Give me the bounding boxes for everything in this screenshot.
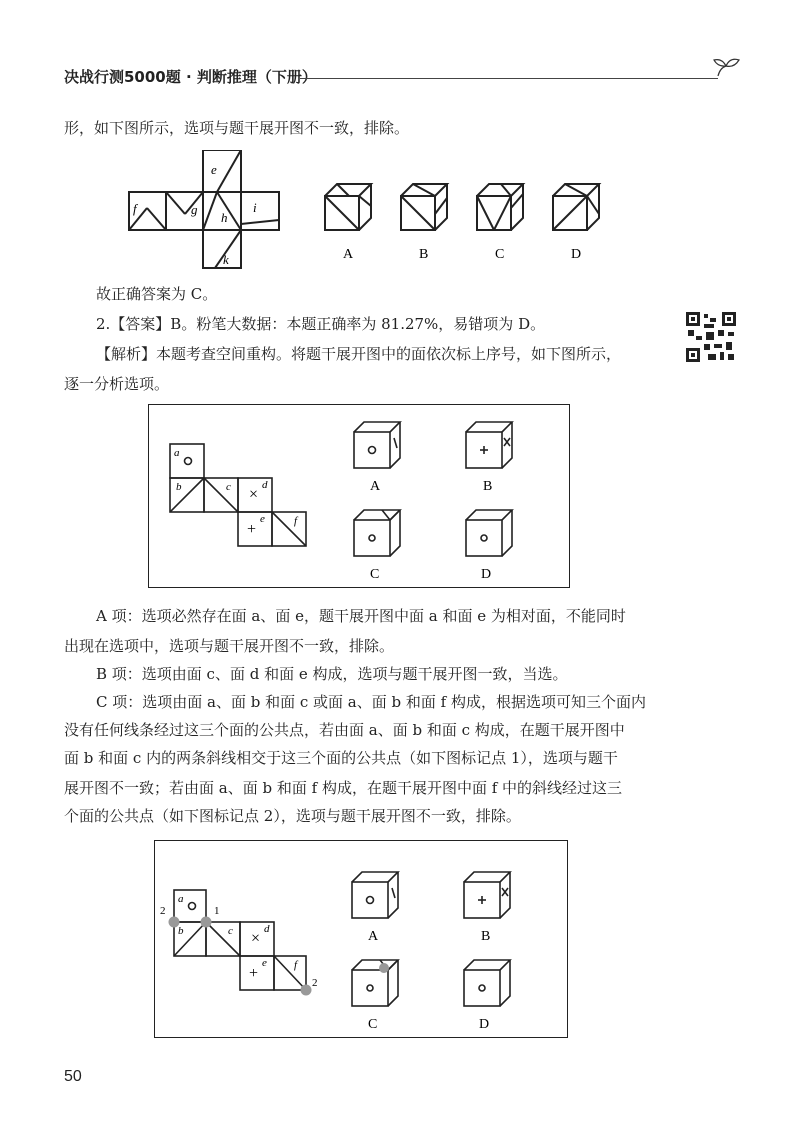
figure-3: [156, 842, 566, 1036]
figure-2: [150, 406, 568, 586]
option-label: C: [368, 1017, 378, 1032]
plus-mark: +: [249, 965, 259, 982]
option-label: C: [370, 567, 380, 582]
face-label-c: c: [228, 925, 233, 937]
text-line: 面 b 和面 c 内的两条斜线相交于这三个面的公共点（如下图标记点 1），选项与题干: [64, 749, 618, 767]
qr-code-icon: [686, 312, 736, 362]
option-label: B: [483, 479, 493, 494]
face-label-f: f: [133, 201, 137, 216]
option-cube-c: [352, 960, 398, 1006]
option-label: D: [571, 247, 582, 262]
text-line: 个面的公共点（如下图标记点 2），选项与题干展开图不一致，排除。: [64, 807, 521, 825]
option-cube-d: [466, 510, 512, 556]
option-label: D: [481, 567, 492, 582]
sprout-icon: [712, 56, 742, 78]
face-label-a: a: [174, 447, 180, 459]
answer-line: 2.【答案】B。粉笔大数据：本题正确率为 81.27%，易错项为 D。: [96, 315, 546, 333]
face-label-i: i: [253, 200, 257, 215]
mark-label: 2: [160, 905, 166, 917]
mark-point: [379, 963, 389, 973]
face-label-f: f: [294, 959, 298, 971]
page-number: 50: [64, 1068, 82, 1085]
text-line: C 项：选项由面 a、面 b 和面 c 或面 a、面 b 和面 f 构成，根据选项可知三个面内: [96, 693, 646, 711]
text-line: 【解析】本题考查空间重构。将题干展开图中的面依次标上序号，如下图所示，: [96, 345, 622, 363]
option-cube-a: [325, 184, 371, 230]
header-rule: [300, 78, 718, 79]
option-label: A: [343, 247, 354, 262]
face-label-g: g: [191, 202, 198, 217]
face-label-b: b: [176, 481, 182, 493]
face-label-e: e: [260, 513, 265, 525]
figure-1: [125, 150, 615, 270]
mark-point-1: [201, 917, 212, 928]
face-label-f: f: [294, 515, 298, 527]
text-line: B 项：选项由面 c、面 d 和面 e 构成，选项与题干展开图一致，当选。: [96, 665, 568, 683]
mark-label: 1: [214, 905, 220, 917]
running-header: 决战行测5000题 · 判断推理（下册）: [64, 68, 317, 86]
option-cube-c: [354, 510, 400, 556]
plus-mark: +: [247, 521, 257, 538]
face-label-e: e: [262, 957, 267, 969]
face-label-k: k: [223, 252, 229, 267]
cross-mark: ×: [251, 930, 261, 947]
text-line: 没有任何线条经过这三个面的公共点，若由面 a、面 b 和面 c 构成，在题干展开图中: [64, 721, 625, 739]
option-cube-b: [464, 872, 510, 918]
option-label: C: [495, 247, 505, 262]
text-line: 展开图不一致；若由面 a、面 b 和面 f 构成，在题干展开图中面 f 中的斜线经过这三: [64, 779, 623, 797]
text-line: 故正确答案为 C。: [96, 285, 218, 303]
text-line: 逐一分析选项。: [64, 375, 170, 393]
option-cube-c: [477, 184, 523, 230]
option-cube-a: [352, 872, 398, 918]
text-line: 出现在选项中，选项与题干展开图不一致，排除。: [64, 637, 395, 655]
option-label: A: [368, 929, 379, 944]
mark-label: 2: [312, 977, 318, 989]
face-label-b: b: [178, 925, 184, 937]
face-label-c: c: [226, 481, 231, 493]
mark-point-2: [301, 985, 312, 996]
face-label-h: h: [221, 210, 228, 225]
option-label: B: [481, 929, 491, 944]
text-line: A 项：选项必然存在面 a、面 e，题干展开图中面 a 和面 e 为相对面，不能同时: [96, 607, 626, 625]
option-cube-b: [401, 184, 447, 230]
face-label-e: e: [211, 162, 217, 177]
option-cube-b: [466, 422, 512, 468]
cross-mark: ×: [249, 486, 259, 503]
text-line: 形，如下图所示，选项与题干展开图不一致，排除。: [64, 119, 410, 137]
option-cube-d: [553, 184, 599, 230]
option-label: B: [419, 247, 429, 262]
face-label-d: d: [262, 479, 268, 491]
option-label: D: [479, 1017, 490, 1032]
option-cube-a: [354, 422, 400, 468]
option-label: A: [370, 479, 381, 494]
face-label-d: d: [264, 923, 270, 935]
option-cube-d: [464, 960, 510, 1006]
face-label-a: a: [178, 893, 184, 905]
